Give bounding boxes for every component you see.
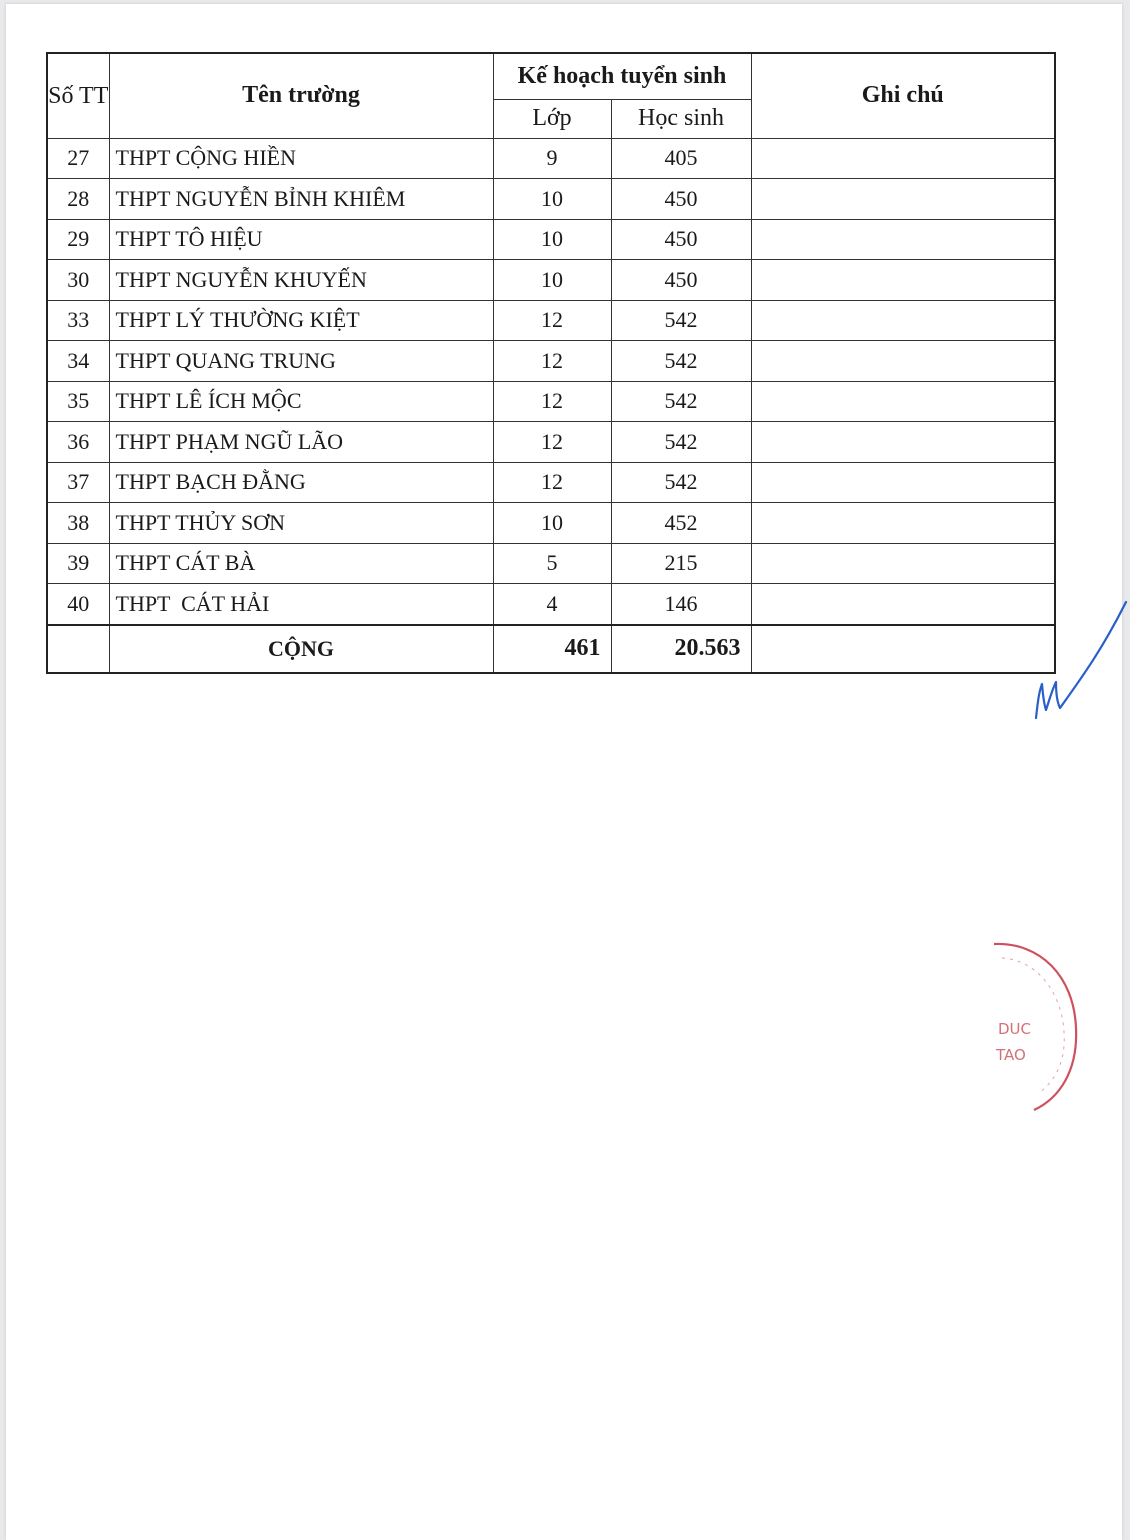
row-school-name: THPT NGUYỄN BỈNH KHIÊM [109, 179, 493, 220]
row-note [751, 381, 1055, 422]
row-students: 405 [611, 138, 751, 179]
header-note: Ghi chú [751, 53, 1055, 138]
row-note [751, 422, 1055, 463]
header-school-name: Tên trường [109, 53, 493, 138]
table-row [47, 179, 1055, 220]
row-students: 450 [611, 179, 751, 220]
table-row [47, 300, 1055, 341]
table-row [47, 260, 1055, 301]
row-students: 146 [611, 584, 751, 625]
row-school-name: THPT THỦY SƠN [109, 503, 493, 544]
row-school-name: THPT BẠCH ĐẰNG [109, 462, 493, 503]
row-note [751, 462, 1055, 503]
row-note [751, 260, 1055, 301]
row-stt: 27 [47, 138, 109, 179]
enrollment-plan-table [46, 52, 1056, 674]
row-students: 542 [611, 341, 751, 382]
row-school-name: THPT LÊ ÍCH MỘC [109, 381, 493, 422]
stamp-text-line2: TAO [996, 1046, 1026, 1064]
header-stt: Số TT [47, 53, 109, 138]
row-classes: 12 [493, 300, 611, 341]
row-stt: 39 [47, 543, 109, 584]
row-students: 215 [611, 543, 751, 584]
row-school-name: THPT QUANG TRUNG [109, 341, 493, 382]
table-row [47, 422, 1055, 463]
table-row [47, 503, 1055, 544]
row-school-name: THPT CÁT HẢI [109, 584, 493, 625]
row-note [751, 179, 1055, 220]
table-row [47, 219, 1055, 260]
row-note [751, 543, 1055, 584]
table-row [47, 584, 1055, 625]
row-note [751, 219, 1055, 260]
stamp-text-line1: DUC [998, 1020, 1032, 1038]
row-students: 450 [611, 219, 751, 260]
header-enrollment-plan: Kế hoạch tuyển sinh [493, 53, 751, 99]
table-row [47, 341, 1055, 382]
row-stt: 38 [47, 503, 109, 544]
row-students: 542 [611, 300, 751, 341]
row-classes: 9 [493, 138, 611, 179]
row-classes: 10 [493, 179, 611, 220]
table-row [47, 381, 1055, 422]
row-classes: 10 [493, 503, 611, 544]
row-stt: 36 [47, 422, 109, 463]
row-classes: 12 [493, 381, 611, 422]
row-students: 452 [611, 503, 751, 544]
header-classes: Lớp [493, 99, 611, 138]
row-note [751, 503, 1055, 544]
total-students: 20.563 [611, 625, 751, 673]
row-stt: 34 [47, 341, 109, 382]
table-row [47, 462, 1055, 503]
row-classes: 12 [493, 341, 611, 382]
row-students: 542 [611, 422, 751, 463]
total-note-empty [751, 625, 1055, 673]
header-students: Học sinh [611, 99, 751, 138]
row-classes: 10 [493, 260, 611, 301]
row-stt: 28 [47, 179, 109, 220]
row-stt: 37 [47, 462, 109, 503]
official-stamp [990, 940, 1086, 1116]
row-students: 542 [611, 381, 751, 422]
row-stt: 29 [47, 219, 109, 260]
row-school-name: THPT PHẠM NGŨ LÃO [109, 422, 493, 463]
row-classes: 12 [493, 422, 611, 463]
row-classes: 12 [493, 462, 611, 503]
document-page [6, 4, 1122, 1540]
total-classes: 461 [493, 625, 611, 673]
row-note [751, 341, 1055, 382]
total-stt-empty [47, 625, 109, 673]
row-stt: 30 [47, 260, 109, 301]
row-school-name: THPT NGUYỄN KHUYẾN [109, 260, 493, 301]
table-row [47, 543, 1055, 584]
row-students: 542 [611, 462, 751, 503]
signature-mark [1030, 600, 1130, 724]
row-classes: 10 [493, 219, 611, 260]
row-stt: 40 [47, 584, 109, 625]
row-students: 450 [611, 260, 751, 301]
row-school-name: THPT CỘNG HIỀN [109, 138, 493, 179]
row-note [751, 138, 1055, 179]
enrollment-table-container [46, 52, 1054, 674]
row-stt: 33 [47, 300, 109, 341]
row-school-name: THPT CÁT BÀ [109, 543, 493, 584]
total-label: CỘNG [109, 625, 493, 673]
row-note [751, 584, 1055, 625]
row-note [751, 300, 1055, 341]
row-classes: 4 [493, 584, 611, 625]
total-row [47, 625, 1055, 673]
row-school-name: THPT TÔ HIỆU [109, 219, 493, 260]
row-classes: 5 [493, 543, 611, 584]
table-row [47, 138, 1055, 179]
row-school-name: THPT LÝ THƯỜNG KIỆT [109, 300, 493, 341]
row-stt: 35 [47, 381, 109, 422]
